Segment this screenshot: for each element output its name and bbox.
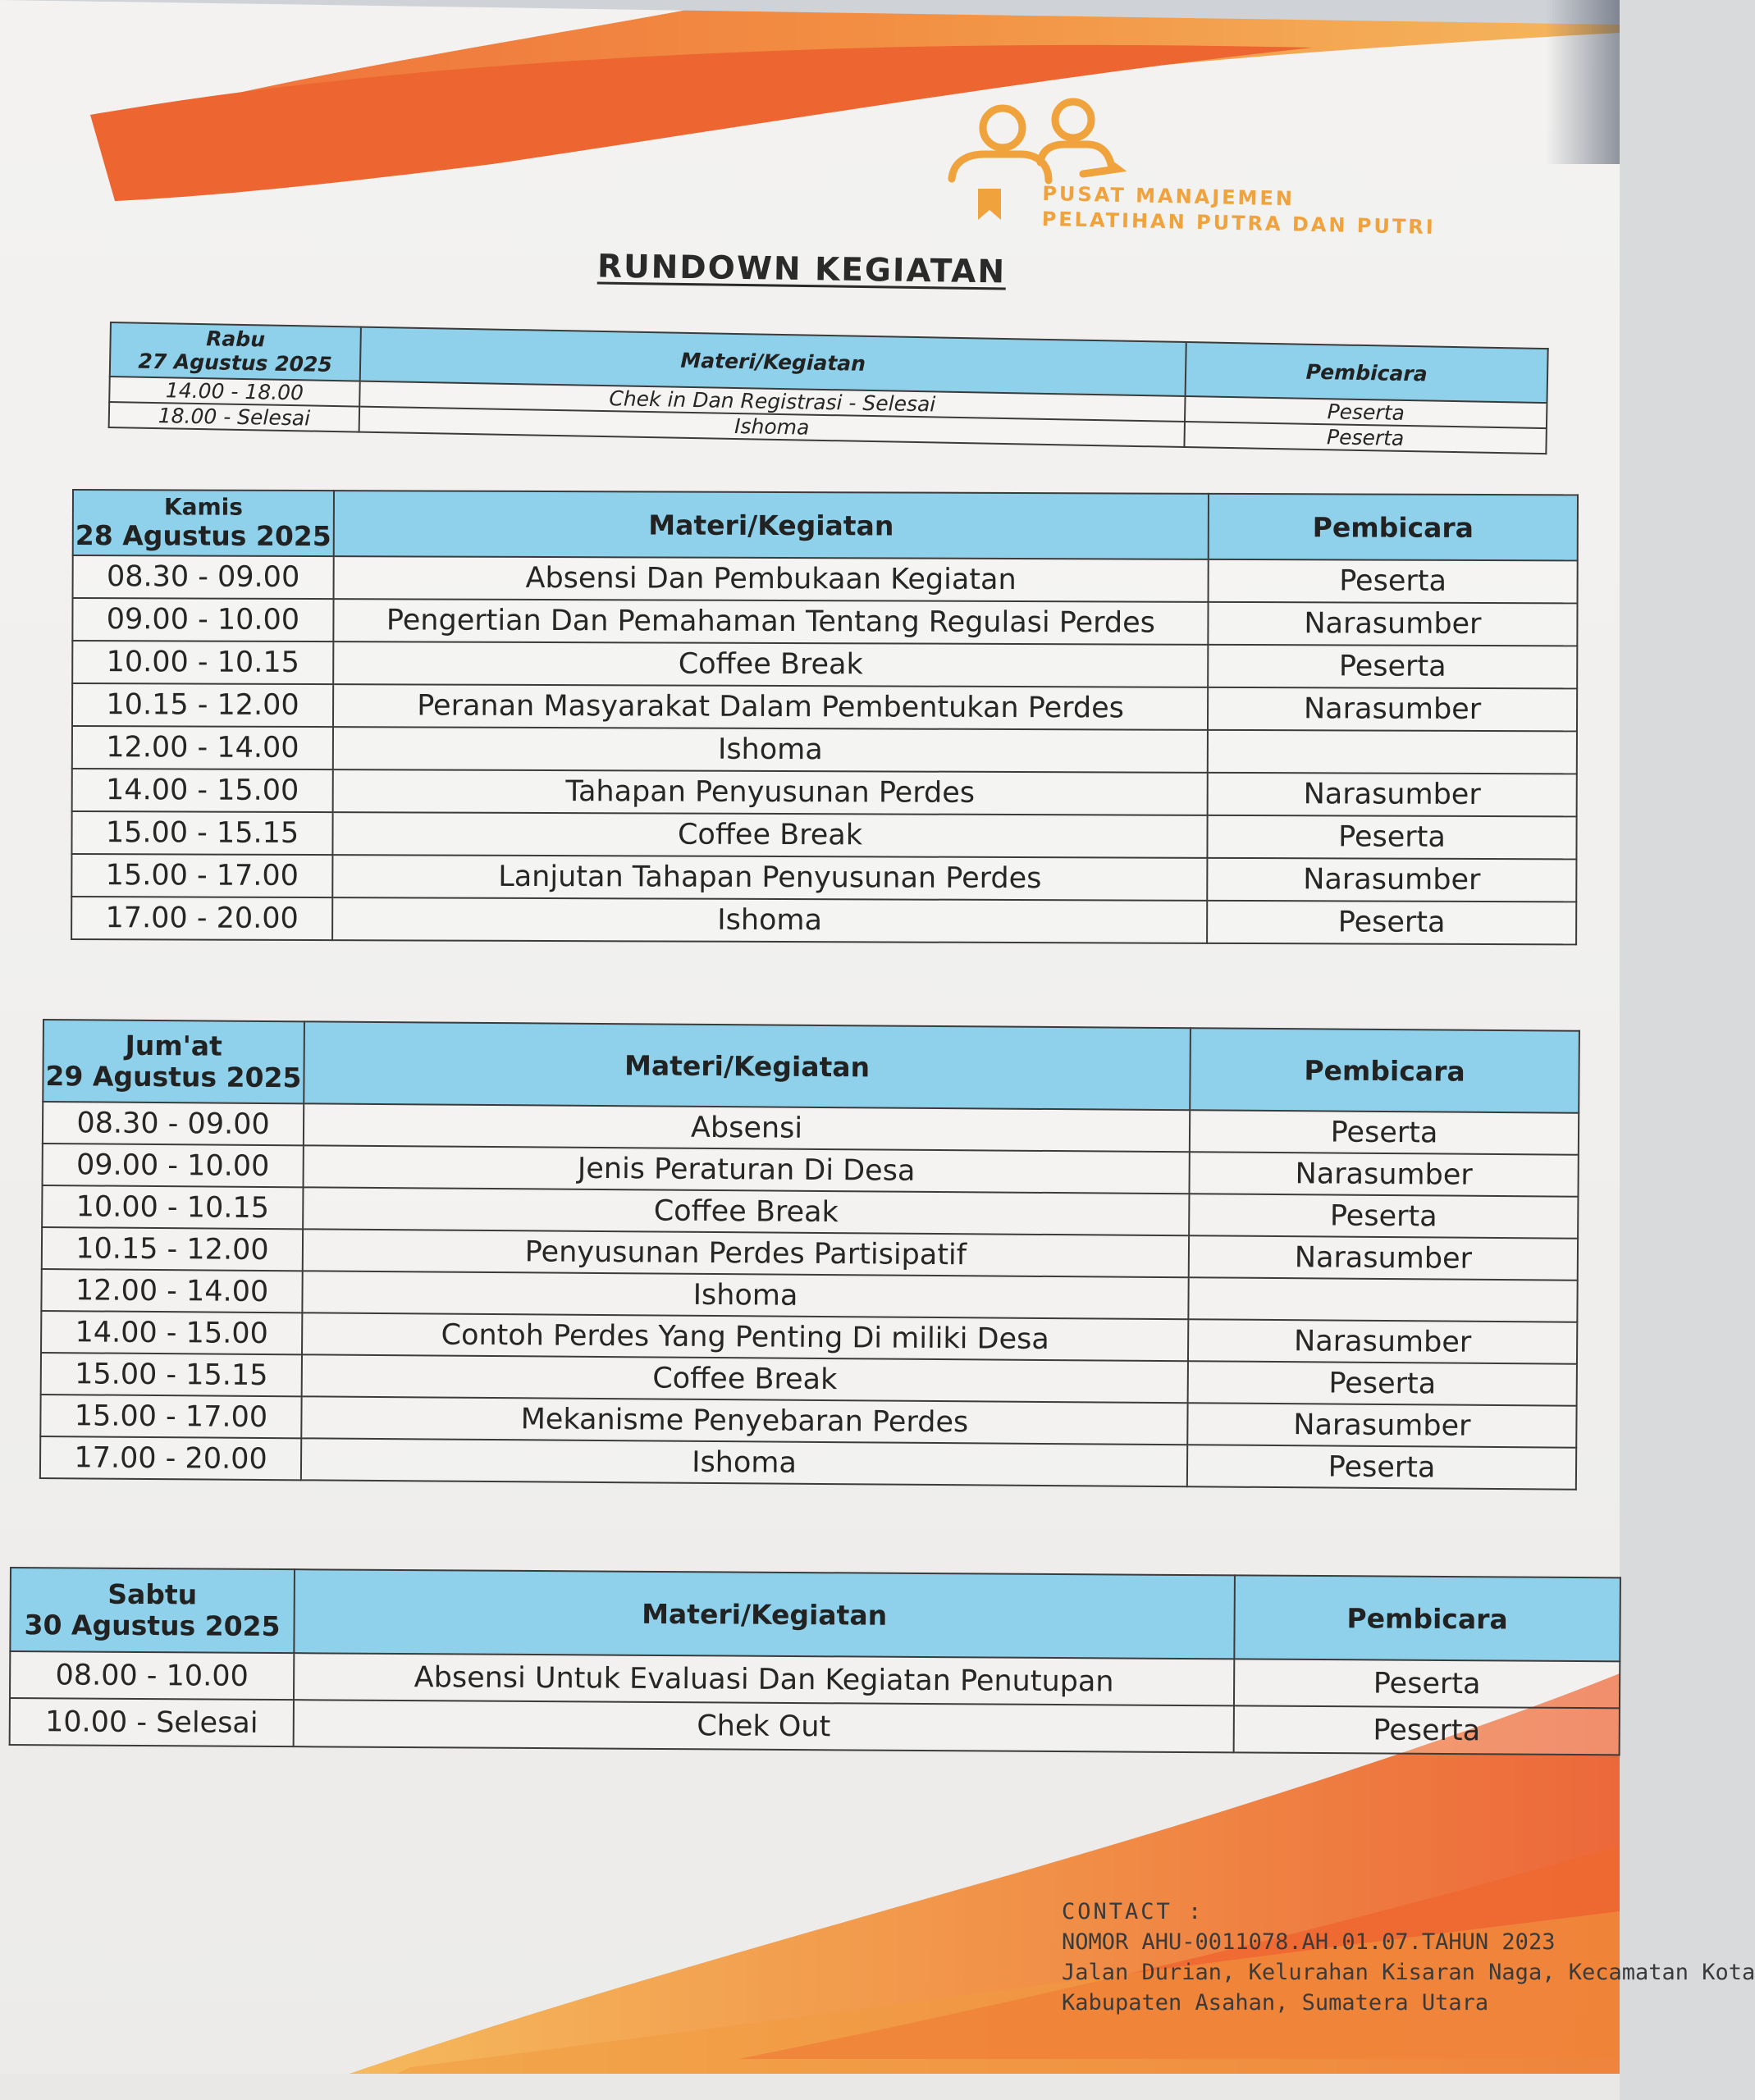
activity-cell: Pengertian Dan Pemahaman Tentang Regulasi Perdes	[333, 599, 1208, 645]
activity-cell: Penyusunan Perdes Partisipatif	[303, 1229, 1189, 1277]
organization-logo	[935, 97, 1575, 240]
speaker-cell: Peserta	[1208, 645, 1577, 689]
time-cell: 10.00 - 10.15	[42, 1185, 303, 1229]
time-cell: 10.00 - 10.15	[72, 641, 333, 684]
speaker-cell: Narasumber	[1208, 687, 1577, 732]
speaker-cell: Narasumber	[1207, 858, 1576, 902]
activity-column-header: Materi/Kegiatan	[294, 1569, 1235, 1659]
speaker-cell: Narasumber	[1208, 602, 1577, 646]
table-row	[71, 854, 1576, 902]
activity-cell: Ishoma	[302, 1271, 1188, 1319]
day-date: 28 Agustus 2025	[75, 519, 331, 553]
table-row	[72, 726, 1577, 774]
time-cell: 08.30 - 09.00	[73, 555, 334, 599]
time-cell: 15.00 - 15.15	[41, 1353, 302, 1396]
speaker-cell	[1188, 1277, 1577, 1322]
speaker-cell: Peserta	[1207, 815, 1576, 860]
time-cell: 17.00 - 20.00	[40, 1436, 301, 1480]
speaker-column-header: Pembicara	[1186, 342, 1548, 403]
speaker-cell: Peserta	[1234, 1659, 1620, 1708]
day-date: 29 Agustus 2025	[45, 1060, 302, 1094]
table-row	[72, 598, 1577, 646]
time-cell: 15.00 - 17.00	[40, 1395, 301, 1438]
activity-cell: Mekanisme Penyebaran Perdes	[301, 1396, 1187, 1445]
time-cell: 14.00 - 15.00	[41, 1311, 302, 1354]
activity-cell: Ishoma	[301, 1438, 1187, 1486]
table-row	[10, 1698, 1620, 1755]
table-row	[71, 897, 1576, 944]
time-cell: 12.00 - 14.00	[72, 726, 333, 769]
activity-cell: Chek Out	[294, 1700, 1234, 1752]
speaker-cell: Narasumber	[1189, 1152, 1578, 1196]
speaker-cell: Narasumber	[1188, 1319, 1577, 1363]
schedule-table	[71, 489, 1579, 945]
activity-cell: Tahapan Penyusunan Perdes	[333, 769, 1208, 815]
time-cell: 15.00 - 17.00	[71, 854, 332, 897]
logo-line-2: PELATIHAN PUTRA DAN PUTRI	[1041, 207, 1436, 240]
speaker-column-header: Pembicara	[1234, 1575, 1620, 1661]
activity-column-header: Materi/Kegiatan	[334, 491, 1209, 559]
speaker-column-header: Pembicara	[1190, 1028, 1579, 1112]
day-name: Jum'at	[125, 1029, 223, 1062]
day-header	[110, 322, 361, 381]
speaker-cell: Narasumber	[1189, 1235, 1578, 1280]
activity-cell: Lanjutan Tahapan Penyusunan Perdes	[332, 855, 1207, 901]
speaker-column-header: Pembicara	[1209, 494, 1578, 561]
day-name: Kamis	[163, 493, 243, 521]
time-cell: 14.00 - 15.00	[72, 769, 333, 812]
day-header	[10, 1568, 295, 1653]
contact-registration-number: NOMOR AHU-0011078.AH.01.07.TAHUN 2023	[1062, 1929, 1556, 1955]
activity-cell: Coffee Break	[302, 1354, 1188, 1403]
contact-title: CONTACT :	[1062, 1899, 1204, 1924]
speaker-cell: Peserta	[1184, 422, 1546, 454]
logo-line-1: PUSAT MANAJEMEN	[1042, 181, 1296, 211]
activity-cell: Contoh Perdes Yang Penting Di miliki Desa	[302, 1312, 1188, 1361]
time-cell: 10.15 - 12.00	[72, 683, 333, 727]
activity-cell: Absensi	[304, 1103, 1190, 1152]
day-date: 27 Agustus 2025	[138, 349, 333, 377]
activity-cell: Ishoma	[359, 407, 1185, 447]
speaker-cell: Narasumber	[1208, 773, 1577, 817]
time-cell: 14.00 - 18.00	[109, 377, 360, 407]
time-cell: 08.00 - 10.00	[10, 1651, 294, 1700]
schedule-jumat	[39, 1019, 1580, 1491]
day-name: Rabu	[205, 326, 266, 352]
contact-address-line-1: Jalan Durian, Kelurahan Kisaran Naga, Kecamatan Kota	[1062, 1960, 1755, 1985]
activity-cell: Absensi Dan Pembukaan Kegiatan	[334, 556, 1209, 602]
time-cell: 17.00 - 20.00	[71, 897, 332, 940]
activity-cell: Coffee Break	[333, 641, 1208, 687]
speaker-cell: Peserta	[1209, 559, 1578, 604]
activity-cell: Coffee Break	[303, 1187, 1189, 1235]
day-name: Sabtu	[107, 1577, 198, 1611]
speaker-cell: Peserta	[1187, 1445, 1576, 1489]
activity-column-header: Materi/Kegiatan	[360, 327, 1186, 396]
table-row	[71, 811, 1576, 859]
schedule-table	[39, 1019, 1580, 1491]
page-title: RUNDOWN KEGIATAN	[596, 248, 1007, 291]
activity-cell: Peranan Masyarakat Dalam Pembentukan Perdes	[333, 684, 1208, 730]
schedule-kamis	[71, 489, 1579, 945]
activity-cell: Ishoma	[332, 897, 1207, 943]
activity-cell: Chek in Dan Registrasi - Selesai	[359, 381, 1185, 422]
speaker-cell: Peserta	[1189, 1194, 1578, 1238]
time-cell: 15.00 - 15.15	[71, 811, 332, 855]
speaker-cell: Peserta	[1188, 1361, 1577, 1405]
activity-cell: Ishoma	[333, 727, 1208, 773]
time-cell: 18.00 - Selesai	[109, 402, 360, 432]
time-cell: 12.00 - 14.00	[41, 1269, 302, 1312]
time-cell: 09.00 - 10.00	[43, 1144, 304, 1187]
speaker-cell	[1208, 730, 1577, 774]
time-cell: 08.30 - 09.00	[43, 1102, 304, 1145]
organization-name	[1041, 181, 1436, 240]
speaker-cell: Peserta	[1207, 901, 1576, 945]
activity-cell: Coffee Break	[332, 812, 1207, 858]
contact-address-line-2: Kabupaten Asahan, Sumatera Utara	[1062, 1990, 1489, 2016]
table-row	[72, 769, 1577, 816]
table-row	[72, 641, 1577, 688]
time-cell: 10.00 - Selesai	[10, 1698, 294, 1746]
table-row	[73, 555, 1578, 603]
speaker-cell: Peserta	[1190, 1110, 1579, 1154]
activity-cell: Absensi Untuk Evaluasi Dan Kegiatan Penutupan	[294, 1653, 1234, 1705]
speaker-cell: Narasumber	[1187, 1403, 1576, 1447]
contact-block	[1062, 1897, 1755, 2018]
day-header	[73, 490, 334, 556]
time-cell: 10.15 - 12.00	[42, 1227, 303, 1271]
table-row	[72, 683, 1577, 731]
activity-column-header: Materi/Kegiatan	[304, 1021, 1191, 1110]
day-date: 30 Agustus 2025	[24, 1609, 281, 1643]
speaker-cell: Peserta	[1185, 396, 1547, 428]
schedule-table	[9, 1567, 1621, 1755]
speaker-cell: Peserta	[1234, 1705, 1620, 1755]
day-header	[43, 1020, 304, 1103]
time-cell: 09.00 - 10.00	[72, 598, 333, 641]
activity-cell: Jenis Peraturan Di Desa	[304, 1145, 1190, 1194]
schedule-sabtu	[9, 1567, 1621, 1755]
